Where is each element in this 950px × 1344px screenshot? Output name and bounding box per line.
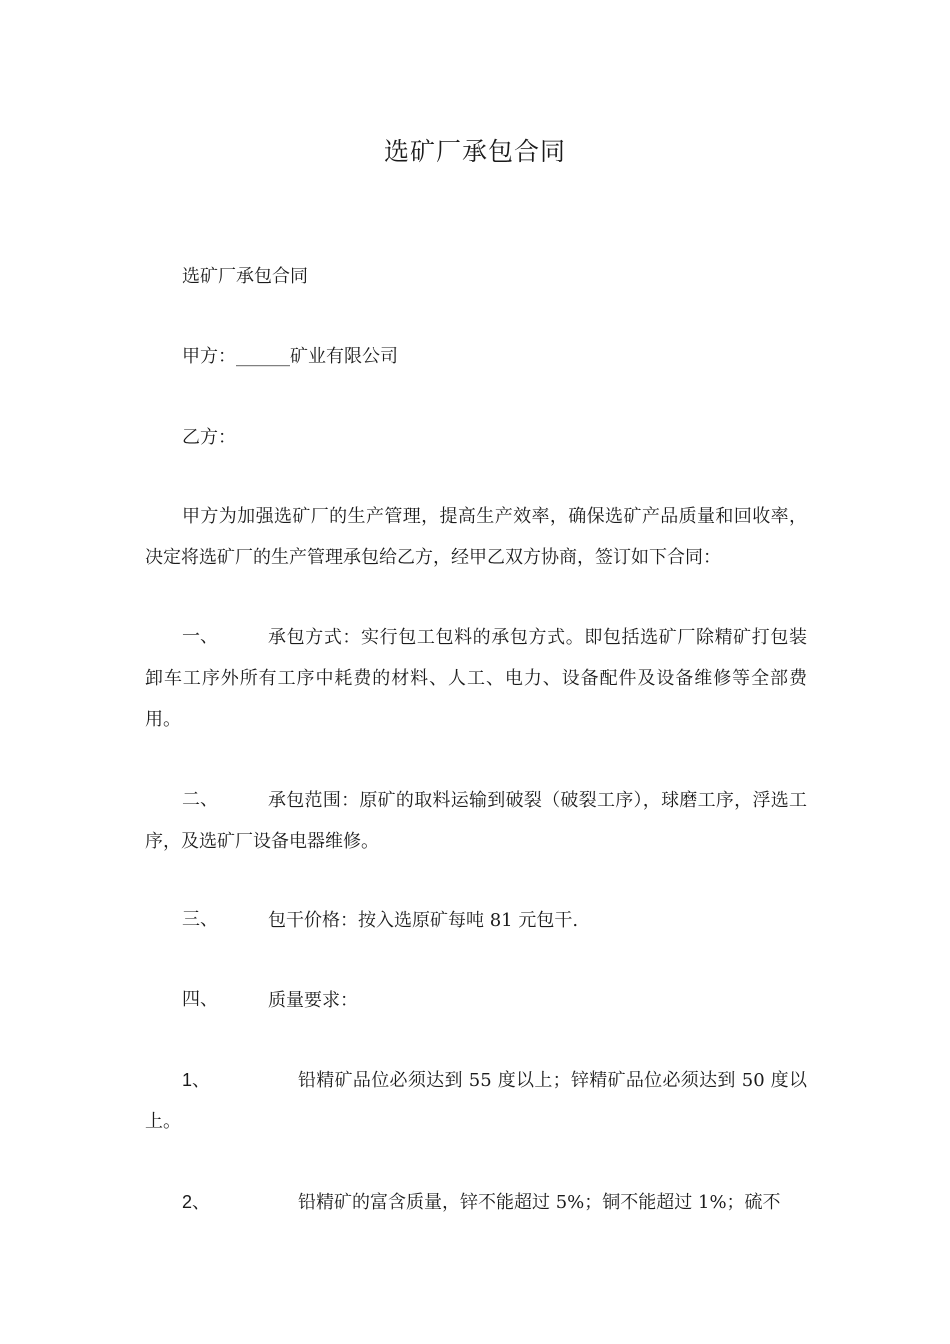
item-paragraph: 铅精矿品位必须达到 55 度以上；锌精矿品位必须达到 50 度以上。 — [145, 1070, 807, 1132]
intro-paragraph: 甲方为加强选矿厂的生产管理，提高生产效率，确保选矿产品质量和回收率，决定将选矿厂的生产管理承包给乙方，经甲乙双方协商，签订如下合同： — [145, 506, 807, 568]
party-a-line: 甲方：______矿业有限公司 — [182, 346, 398, 367]
item-number: 2、 — [182, 1192, 211, 1212]
section-number: 一、 — [182, 626, 218, 647]
section-paragraph: 承包范围：原矿的取料运输到破裂（破裂工序），球磨工序，浮选工序，及选矿厂设备电器维修。 — [145, 790, 807, 852]
party-b-line: 乙方： — [182, 427, 236, 448]
subtitle: 选矿厂承包合同 — [182, 266, 308, 287]
section-paragraph: 承包方式：实行包工包料的承包方式。即包括选矿厂除精矿打包装卸车工序外所有工序中耗费的材料、人工、电力、设备配件及设备维修等全部费用。 — [145, 627, 807, 730]
section-number: 三、 — [182, 909, 218, 930]
document-title: 选矿厂承包合同 — [383, 137, 566, 166]
section-paragraph: 质量要求： — [268, 990, 358, 1011]
item-number: 1、 — [182, 1070, 211, 1090]
section-paragraph: 包干价格：按入选原矿每吨 81 元包干. — [268, 910, 579, 931]
section-number: 二、 — [182, 789, 218, 810]
item-paragraph: 铅精矿的富含质量，锌不能超过 5%；铜不能超过 1%；硫不 — [298, 1192, 781, 1213]
section-number: 四、 — [182, 989, 218, 1010]
